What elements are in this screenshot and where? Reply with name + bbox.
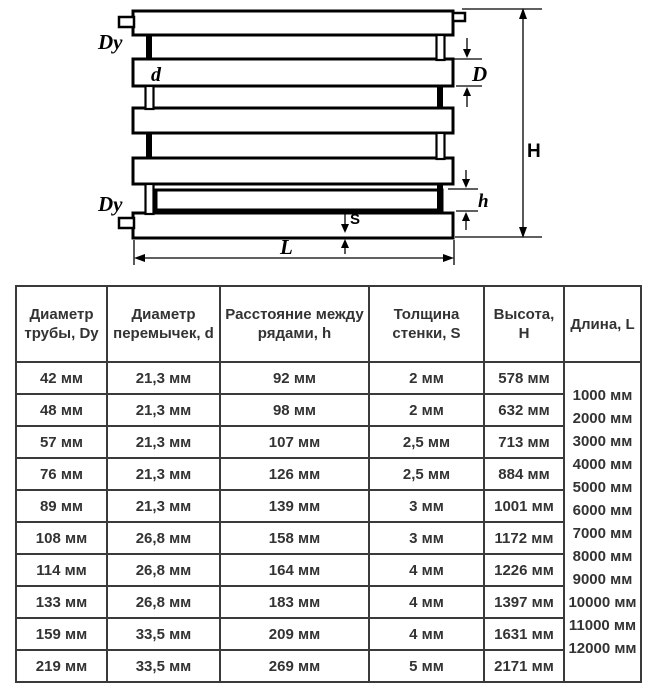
length-value: 1000 мм (572, 387, 633, 404)
table-cell: 159 мм (16, 618, 107, 650)
jumper-solid-right-1 (437, 86, 443, 109)
dimension-H (455, 8, 542, 238)
table-cell: 26,8 мм (107, 554, 220, 586)
table-row (16, 618, 641, 650)
pipe-row-2 (133, 59, 453, 86)
table-cell: 3 мм (369, 490, 484, 522)
table-cell: 126 мм (220, 458, 369, 490)
table-cell: 1397 мм (484, 586, 564, 618)
table-row (16, 362, 641, 394)
length-value: 12000 мм (568, 640, 637, 657)
table-cell: 632 мм (484, 394, 564, 426)
table-cell: 114 мм (16, 554, 107, 586)
stub-top-left (119, 17, 134, 27)
pipes (133, 11, 453, 238)
table-cell: 1001 мм (484, 490, 564, 522)
table-cell: 1631 мм (484, 618, 564, 650)
table-cell: 578 мм (484, 362, 564, 394)
table-cell: 48 мм (16, 394, 107, 426)
length-cell (564, 362, 641, 682)
table-row (16, 522, 641, 554)
length-value: 8000 мм (572, 548, 633, 565)
table-cell: 21,3 мм (107, 362, 220, 394)
table-cell: 4 мм (369, 618, 484, 650)
table-cell: 26,8 мм (107, 522, 220, 554)
jumper-double-right-2 (437, 133, 445, 159)
length-value: 5000 мм (572, 479, 633, 496)
spec-table (15, 285, 642, 683)
label-dy-top: Dy (98, 30, 123, 54)
label-d: d (151, 64, 161, 86)
jumper-solid-right-2 (437, 184, 443, 214)
length-value: 10000 мм (568, 594, 637, 611)
table-cell: 219 мм (16, 650, 107, 682)
length-value: 11000 мм (568, 617, 637, 634)
stub-bottom-left (119, 218, 134, 228)
table-cell: 89 мм (16, 490, 107, 522)
table-cell: 1172 мм (484, 522, 564, 554)
table-cell: 158 мм (220, 522, 369, 554)
table-cell: 21,3 мм (107, 490, 220, 522)
table-cell: 76 мм (16, 458, 107, 490)
pipe-row-1 (133, 11, 453, 35)
table-cell: 108 мм (16, 522, 107, 554)
table-cell: 21,3 мм (107, 426, 220, 458)
table-row (16, 490, 641, 522)
table-cell: 2 мм (369, 362, 484, 394)
col-header-dy: Диаметр трубы, Dy (16, 286, 107, 362)
pipe-row-5 (156, 190, 442, 210)
table-cell: 269 мм (220, 650, 369, 682)
table-cell: 107 мм (220, 426, 369, 458)
table-cell: 164 мм (220, 554, 369, 586)
table-cell: 1226 мм (484, 554, 564, 586)
jumper-solid-left-2 (146, 133, 152, 159)
length-value: 2000 мм (572, 410, 633, 427)
table-cell: 42 мм (16, 362, 107, 394)
pipe-row-6 (133, 213, 453, 238)
table-cell: 133 мм (16, 586, 107, 618)
jumper-double-left-1 (146, 86, 154, 109)
table-row (16, 394, 641, 426)
col-header-s: Толщина стенки, S (369, 286, 484, 362)
table-cell: 5 мм (369, 650, 484, 682)
table-cell: 4 мм (369, 554, 484, 586)
label-L: L (280, 235, 293, 259)
table-cell: 26,8 мм (107, 586, 220, 618)
table-cell: 33,5 мм (107, 618, 220, 650)
pipe-register-diagram (0, 0, 647, 281)
header-row (16, 286, 641, 362)
table-cell: 209 мм (220, 618, 369, 650)
table-row (16, 650, 641, 682)
table-row (16, 554, 641, 586)
table-row (16, 586, 641, 618)
label-S: S (350, 211, 361, 228)
table-cell: 2,5 мм (369, 458, 484, 490)
label-dy-bottom: Dy (98, 192, 123, 216)
col-header-L: Длина, L (564, 286, 641, 362)
table-cell: 139 мм (220, 490, 369, 522)
table-row (16, 458, 641, 490)
col-header-H: Высота, H (484, 286, 564, 362)
length-value: 9000 мм (572, 571, 633, 588)
table-cell: 98 мм (220, 394, 369, 426)
label-H: H (527, 141, 541, 162)
jumper-double-left-2 (146, 184, 154, 214)
label-D: D (472, 62, 488, 86)
table-cell: 21,3 мм (107, 458, 220, 490)
dimension-L (134, 240, 454, 265)
table-cell: 33,5 мм (107, 650, 220, 682)
table-cell: 4 мм (369, 586, 484, 618)
length-value: 6000 мм (572, 502, 633, 519)
stub-top-right (453, 13, 465, 21)
col-header-h: Расстояние между рядами, h (220, 286, 369, 362)
col-header-d: Диаметр перемычек, d (107, 286, 220, 362)
table-cell: 3 мм (369, 522, 484, 554)
table-cell: 183 мм (220, 586, 369, 618)
table-cell: 2171 мм (484, 650, 564, 682)
length-values (567, 363, 638, 681)
pipe-row-3 (133, 108, 453, 133)
table-cell: 884 мм (484, 458, 564, 490)
table-cell: 57 мм (16, 426, 107, 458)
table-row (16, 426, 641, 458)
table-cell: 2 мм (369, 394, 484, 426)
pipe-row-4 (133, 158, 453, 184)
length-value: 4000 мм (572, 456, 633, 473)
jumper-double-right-1 (437, 35, 445, 60)
label-h: h (478, 191, 489, 212)
jumper-solid-left-1 (146, 35, 152, 60)
table-cell: 713 мм (484, 426, 564, 458)
table-cell: 92 мм (220, 362, 369, 394)
length-value: 7000 мм (572, 525, 633, 542)
table-cell: 21,3 мм (107, 394, 220, 426)
length-value: 3000 мм (572, 433, 633, 450)
table-cell: 2,5 мм (369, 426, 484, 458)
